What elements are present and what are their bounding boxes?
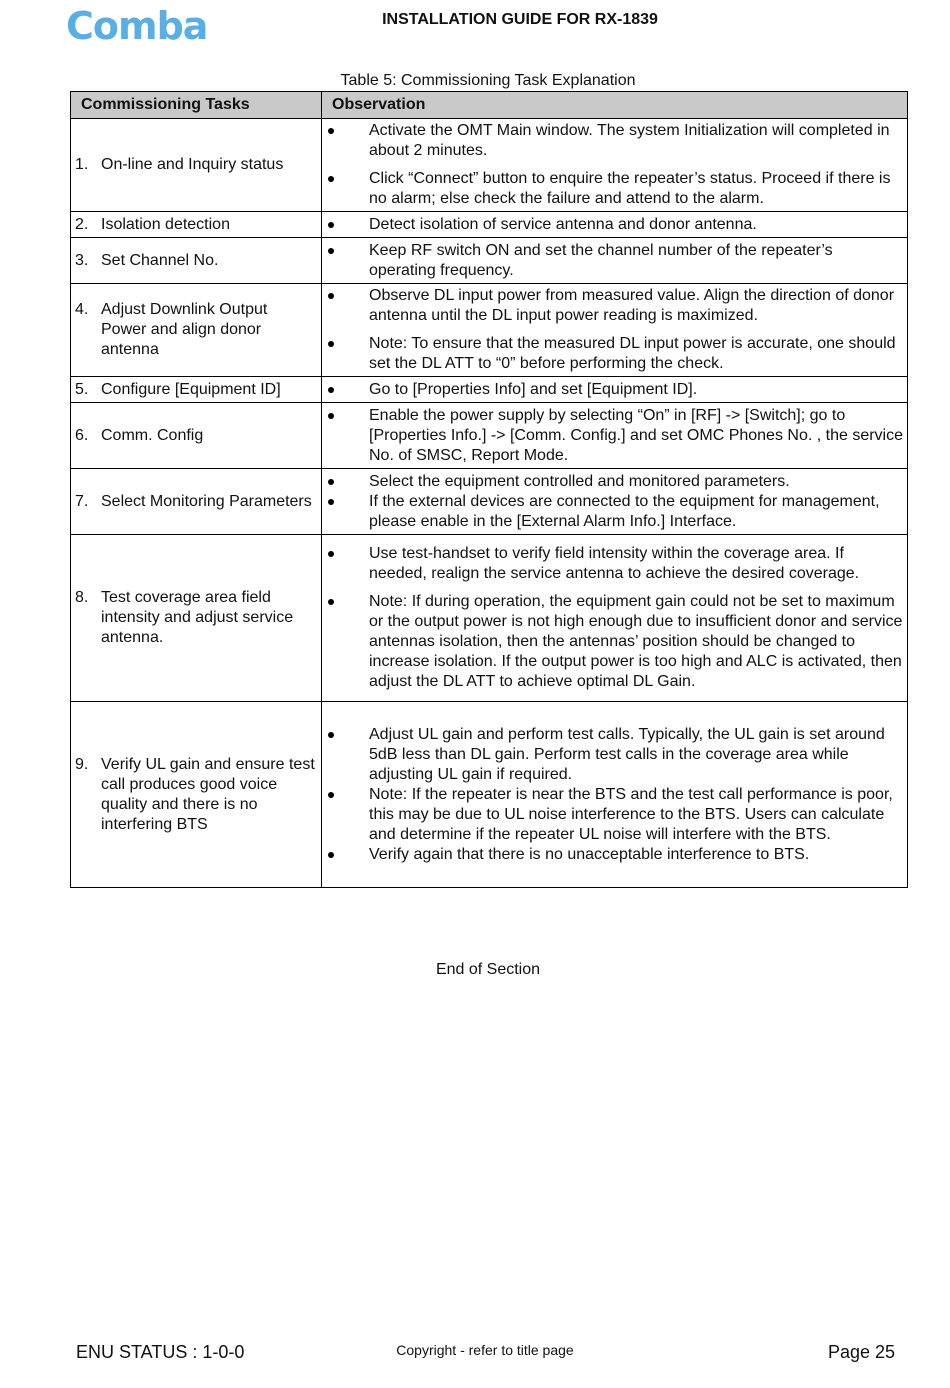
bullet-icon xyxy=(328,792,334,798)
observation-item xyxy=(322,725,903,785)
document-title: INSTALLATION GUIDE FOR RX-1839 xyxy=(382,11,658,28)
table-row xyxy=(71,377,908,403)
task-number: 6. xyxy=(75,426,89,444)
task-label: Isolation detection xyxy=(101,215,230,233)
table-row xyxy=(71,403,908,469)
observation-text: Select the equipment controlled and monitored parameters. xyxy=(369,472,790,490)
observation-text: Note: To ensure that the measured DL input power is accurate, one should set the DL ATT to “0” before performing the check. xyxy=(369,335,896,372)
bullet-icon xyxy=(328,551,334,557)
bullet-icon xyxy=(328,499,334,505)
observation-item xyxy=(322,544,903,584)
table-row xyxy=(71,702,908,888)
observation-text: If the external devices are connected to the equipment for management, please enable in the [External Alarm Info.] Interface. xyxy=(369,492,880,530)
observation-list xyxy=(322,544,903,692)
table-header-row xyxy=(71,92,908,119)
observation-cell xyxy=(322,702,908,888)
bullet-icon xyxy=(328,341,334,347)
observation-text: Enable the power supply by selecting “On” in [RF] -> [Switch]; go to [Properties Info.] -> [Comm. Config.] and set OMC Phones No. , the service No. of SMSC, Report Mode. xyxy=(369,406,903,464)
task-content xyxy=(75,300,317,360)
bullet-icon xyxy=(328,248,334,254)
observation-cell xyxy=(322,119,908,212)
observation-text: Go to [Properties Info] and set [Equipment ID]. xyxy=(369,380,698,398)
task-cell xyxy=(71,535,322,702)
header-commissioning-tasks: Commissioning Tasks xyxy=(71,92,322,119)
bullet-icon xyxy=(328,479,334,485)
observation-item xyxy=(322,121,903,161)
observation-list xyxy=(322,286,903,374)
bullet-icon xyxy=(328,732,334,738)
task-content xyxy=(75,755,317,835)
observation-text: Detect isolation of service antenna and donor antenna. xyxy=(369,215,757,233)
task-cell xyxy=(71,403,322,469)
observation-cell xyxy=(322,377,908,403)
observation-list xyxy=(322,406,903,466)
task-cell xyxy=(71,212,322,238)
observation-text: Click “Connect” button to enquire the repeater’s status. Proceed if there is no alarm; else check the failure and attend to the alarm. xyxy=(369,170,891,207)
task-number: 3. xyxy=(75,251,89,269)
task-label: Verify UL gain and ensure test call produces good voice quality and there is no interfering BTS xyxy=(101,755,315,833)
observation-item xyxy=(322,215,903,235)
observation-list xyxy=(322,380,903,400)
task-cell xyxy=(71,284,322,377)
observation-list xyxy=(322,121,903,209)
task-content xyxy=(75,426,317,446)
task-cell xyxy=(71,377,322,403)
observation-cell xyxy=(322,212,908,238)
bullet-icon xyxy=(328,176,334,182)
task-content xyxy=(75,380,317,400)
task-label: On-line and Inquiry status xyxy=(101,156,284,173)
observation-item xyxy=(322,241,903,281)
task-label: Adjust Downlink Output Power and align donor antenna xyxy=(101,301,268,358)
observation-list xyxy=(322,472,903,532)
observation-text: Observe DL input power from measured value. Align the direction of donor antenna until the DL input power reading is maximized. xyxy=(369,287,895,324)
bullet-icon xyxy=(328,413,334,419)
observation-cell xyxy=(322,238,908,284)
task-number: 5. xyxy=(75,380,89,398)
observation-item xyxy=(322,406,903,466)
observation-cell xyxy=(322,535,908,702)
task-cell xyxy=(71,238,322,284)
observation-item xyxy=(322,169,903,209)
task-label: Select Monitoring Parameters xyxy=(101,492,312,510)
task-label: Comm. Config xyxy=(101,426,204,444)
observation-item xyxy=(322,286,903,326)
observation-text: Adjust UL gain and perform test calls. Typically, the UL gain is set around 5dB less than DL gain. Perform test calls in the coverage area while adjusting UL gain if required. xyxy=(369,725,885,783)
task-label: Test coverage area field intensity and adjust service antenna. xyxy=(101,589,294,646)
observation-item xyxy=(322,380,903,400)
table-row xyxy=(71,119,908,212)
table-row xyxy=(71,238,908,284)
task-number: 4. xyxy=(75,301,89,318)
task-cell xyxy=(71,119,322,212)
comba-logo: Comba xyxy=(66,4,208,48)
bullet-icon xyxy=(328,128,334,134)
task-content xyxy=(75,155,317,175)
table-row xyxy=(71,284,908,377)
observation-cell xyxy=(322,469,908,535)
end-of-section: End of Section xyxy=(435,961,541,978)
task-label: Set Channel No. xyxy=(101,251,219,269)
commissioning-table xyxy=(70,91,908,888)
task-number: 8. xyxy=(75,589,89,606)
observation-item xyxy=(322,472,903,492)
footer-copyright: Copyright - refer to title page xyxy=(396,1342,574,1358)
observation-cell xyxy=(322,284,908,377)
observation-item xyxy=(322,492,903,532)
task-label: Configure [Equipment ID] xyxy=(101,380,281,398)
observation-text: Activate the OMT Main window. The system Initialization will completed in about 2 minutes. xyxy=(369,122,890,159)
observation-list xyxy=(322,215,903,235)
observation-text: Note: If the repeater is near the BTS and the test call performance is poor, this may be due to UL noise interference to the BTS. Users can calculate and determine if the repeater UL noise will interfere with the BTS. xyxy=(369,785,893,843)
task-content xyxy=(75,251,317,271)
header-observation: Observation xyxy=(322,92,908,119)
task-cell xyxy=(71,702,322,888)
task-cell xyxy=(71,469,322,535)
observation-list xyxy=(322,241,903,281)
observation-list xyxy=(322,725,903,865)
observation-cell xyxy=(322,403,908,469)
task-content xyxy=(75,588,317,648)
footer-page-number: Page 25 xyxy=(827,1342,895,1362)
observation-item xyxy=(322,845,903,865)
observation-text: Note: If during operation, the equipment gain could not be set to maximum or the output power is not high enough due to insufficient donor and service antennas isolation, then the antennas’ position should be changed to increase isolation. If the output power is too high and ALC is activated, then adjust the DL ATT to achieve optimal DL Gain. xyxy=(369,593,903,690)
bullet-icon xyxy=(328,222,334,228)
observation-text: Use test-handset to verify field intensity within the coverage area. If needed, realign the service antenna to achieve the desired coverage. xyxy=(369,545,860,582)
bullet-icon xyxy=(328,387,334,393)
observation-item xyxy=(322,785,903,845)
task-number: 2. xyxy=(75,215,89,233)
task-number: 9. xyxy=(75,755,89,773)
observation-text: Verify again that there is no unacceptable interference to BTS. xyxy=(369,845,810,863)
task-number: 1. xyxy=(75,156,89,173)
observation-item xyxy=(322,334,903,374)
observation-item xyxy=(322,592,903,692)
footer-status: ENU STATUS : 1-0-0 xyxy=(76,1342,245,1362)
bullet-icon xyxy=(328,852,334,858)
bullet-icon xyxy=(328,293,334,299)
observation-text: Keep RF switch ON and set the channel number of the repeater’s operating frequency. xyxy=(369,241,833,279)
bullet-icon xyxy=(328,599,334,605)
table-row xyxy=(71,469,908,535)
task-number: 7. xyxy=(75,492,89,510)
task-content xyxy=(75,215,317,235)
table-row xyxy=(71,212,908,238)
table-caption: Table 5: Commissioning Task Explanation xyxy=(340,72,636,89)
task-content xyxy=(75,492,317,512)
table-row xyxy=(71,535,908,702)
